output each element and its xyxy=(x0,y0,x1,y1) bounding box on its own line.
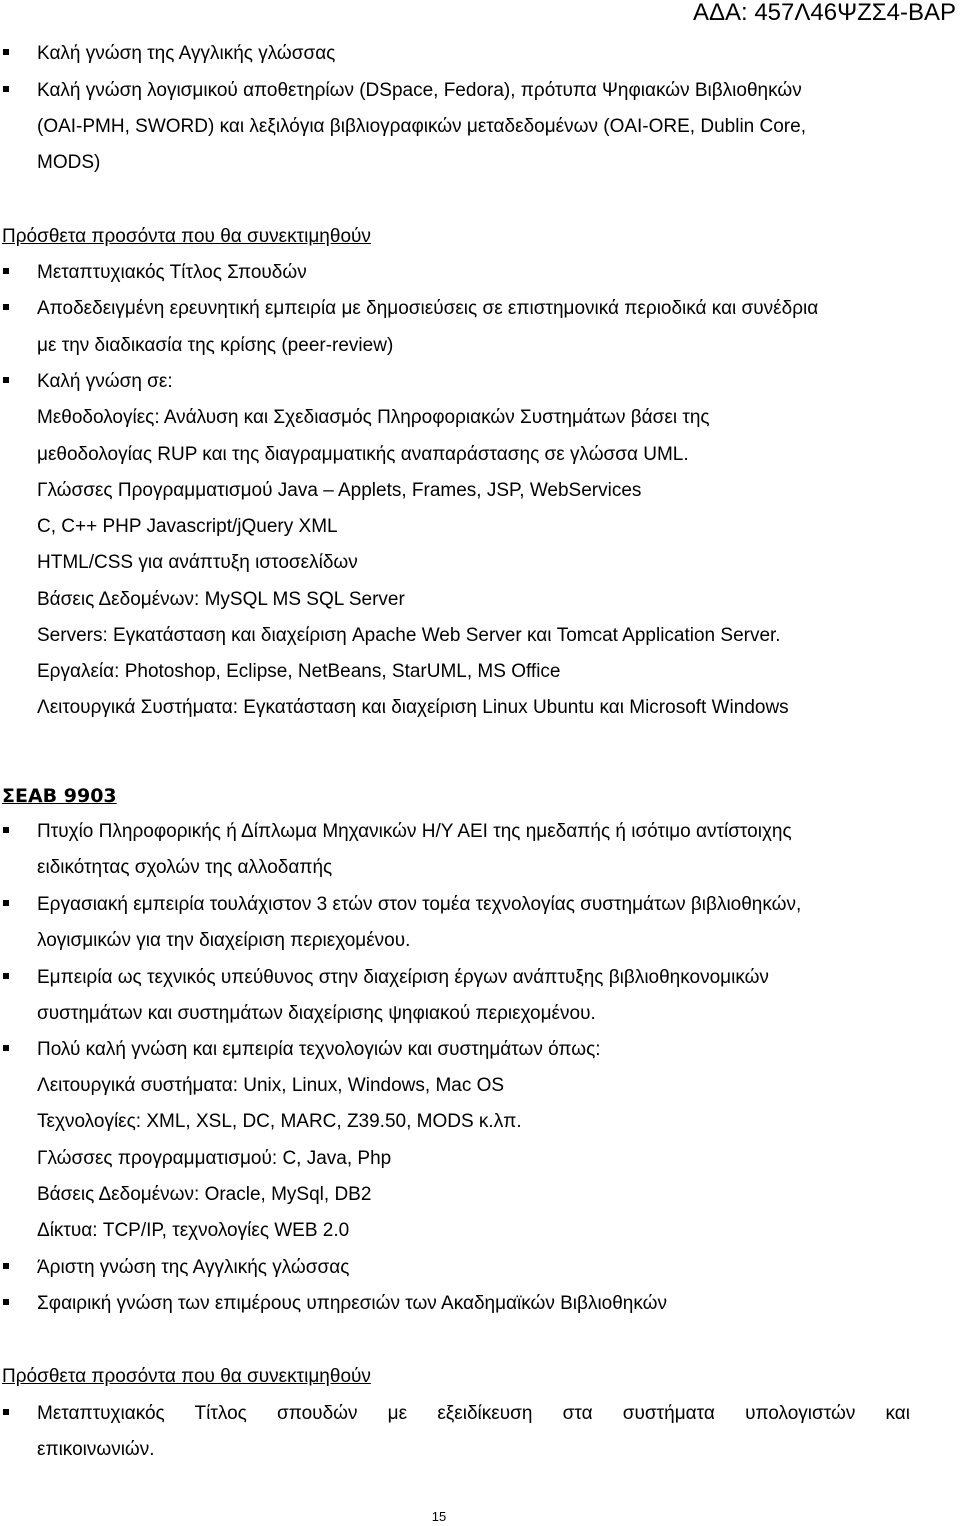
text-line: Βάσεις Δεδομένων: Oracle, MySql, DB2 xyxy=(37,1184,372,1205)
list-item: Καλή γνώση της Αγγλικής γλώσσας xyxy=(37,43,336,64)
list-item: Καλή γνώση λογισμικού αποθετηρίων (DSpace, Fedora), πρότυπα Ψηφιακών Βιβλιοθηκών xyxy=(37,80,802,101)
page-number: 15 xyxy=(431,1509,447,1524)
text-line: Τεχνολογίες: XML, XSL, DC, MARC, Z39.50, MODS κ.λπ. xyxy=(37,1111,522,1132)
bullet-icon xyxy=(3,827,9,833)
text-line: HTML/CSS για ανάπτυξη ιστοσελίδων xyxy=(37,552,358,573)
list-item-continued: ειδικότητας σχολών της αλλοδαπής xyxy=(37,857,333,878)
list-item-continued: συστημάτων και συστημάτων διαχείρισης ψηφιακού περιεχομένου. xyxy=(37,1003,596,1024)
text-line: Γλώσσες Προγραμματισμού Java – Applets, Frames, JSP, WebServices xyxy=(37,480,642,501)
bullet-icon xyxy=(3,1263,9,1269)
list-item-continued: (OAI-PMH, SWORD) και λεξιλόγια βιβλιογραφικών μεταδεδομένων (OAI-ORE, Dublin Core, xyxy=(37,116,806,137)
ada-code: ΑΔΑ: 457Λ46ΨΖΣ4-ΒΑΡ xyxy=(692,0,956,26)
list-item-continued: MODS) xyxy=(37,152,101,173)
list-item-continued: με την διαδικασία της κρίσης (peer-review) xyxy=(37,335,394,356)
section-heading-seab: ΣΕΑΒ 9903 xyxy=(2,785,117,807)
bullet-icon xyxy=(3,1409,9,1415)
bullet-icon xyxy=(3,86,9,92)
text-line: Servers: Εγκατάσταση και διαχείριση Apache Web Server και Tomcat Application Server. xyxy=(37,625,781,646)
list-item: Εργασιακή εμπειρία τουλάχιστον 3 ετών στον τομέα τεχνολογίας συστημάτων βιβλιοθηκών, xyxy=(37,894,802,915)
list-item: Μεταπτυχιακός Τίτλος Σπουδών xyxy=(37,262,307,283)
bullet-icon xyxy=(3,304,9,310)
bullet-icon xyxy=(3,1045,9,1051)
list-item: Εμπειρία ως τεχνικός υπεύθυνος στην διαχείριση έργων ανάπτυξης βιβλιοθηκονομικών xyxy=(37,967,769,988)
bullet-icon xyxy=(3,1299,9,1305)
text-line: C, C++ PHP Javascript/jQuery XML xyxy=(37,516,338,537)
list-item: Πολύ καλή γνώση και εμπειρία τεχνολογιών και συστημάτων όπως: xyxy=(37,1039,601,1060)
text-line: Γλώσσες προγραμματισμού: C, Java, Php xyxy=(37,1148,392,1169)
list-item: Καλή γνώση σε: xyxy=(37,371,173,392)
text-line: Δίκτυα: TCP/IP, τεχνολογίες WEB 2.0 xyxy=(37,1220,350,1241)
text-line: Λειτουργικά συστήματα: Unix, Linux, Windows, Mac OS xyxy=(37,1075,505,1096)
bullet-icon xyxy=(3,900,9,906)
list-item: Σφαιρική γνώση των επιμέρους υπηρεσιών των Ακαδημαϊκών Βιβλιοθηκών xyxy=(37,1293,667,1314)
list-item: Αποδεδειγμένη ερευνητική εμπειρία με δημοσιεύσεις σε επιστημονικά περιοδικά και συνέδρια xyxy=(37,298,819,319)
section-heading-extra: Πρόσθετα προσόντα που θα συνεκτιμηθούν xyxy=(2,226,371,247)
list-item-continued: λογισμικών για την διαχείριση περιεχομένου. xyxy=(37,930,411,951)
section-heading-extra-2: Πρόσθετα προσόντα που θα συνεκτιμηθούν xyxy=(2,1366,371,1387)
text-line: Λειτουργικά Συστήματα: Εγκατάσταση και διαχείριση Linux Ubuntu και Microsoft Windows xyxy=(37,697,789,718)
bullet-icon xyxy=(3,973,9,979)
text-line: Εργαλεία: Photoshop, Eclipse, NetBeans, StarUML, MS Office xyxy=(37,661,561,682)
bullet-icon xyxy=(3,268,9,274)
list-item: Πτυχίο Πληροφορικής ή Δίπλωμα Μηχανικών Η/Υ ΑΕΙ της ημεδαπής ή ισότιμο αντίστοιχης xyxy=(37,821,792,842)
list-item: Άριστη γνώση της Αγγλικής γλώσσας xyxy=(37,1257,350,1278)
text-line: μεθοδολογίας RUP και της διαγραμματικής αναπαράστασης σε γλώσσα UML. xyxy=(37,444,689,465)
list-item: Μεταπτυχιακός Τίτλος σπουδών με εξειδίκευση στα συστήματα υπολογιστών και xyxy=(37,1403,910,1424)
text-line: Μεθοδολογίες: Ανάλυση και Σχεδιασμός Πληροφοριακών Συστημάτων βάσει της xyxy=(37,407,710,428)
text-line: Βάσεις Δεδομένων: MySQL MS SQL Server xyxy=(37,589,405,610)
bullet-icon xyxy=(3,377,9,383)
list-item-continued: επικοινωνιών. xyxy=(37,1439,155,1460)
bullet-icon xyxy=(3,49,9,55)
